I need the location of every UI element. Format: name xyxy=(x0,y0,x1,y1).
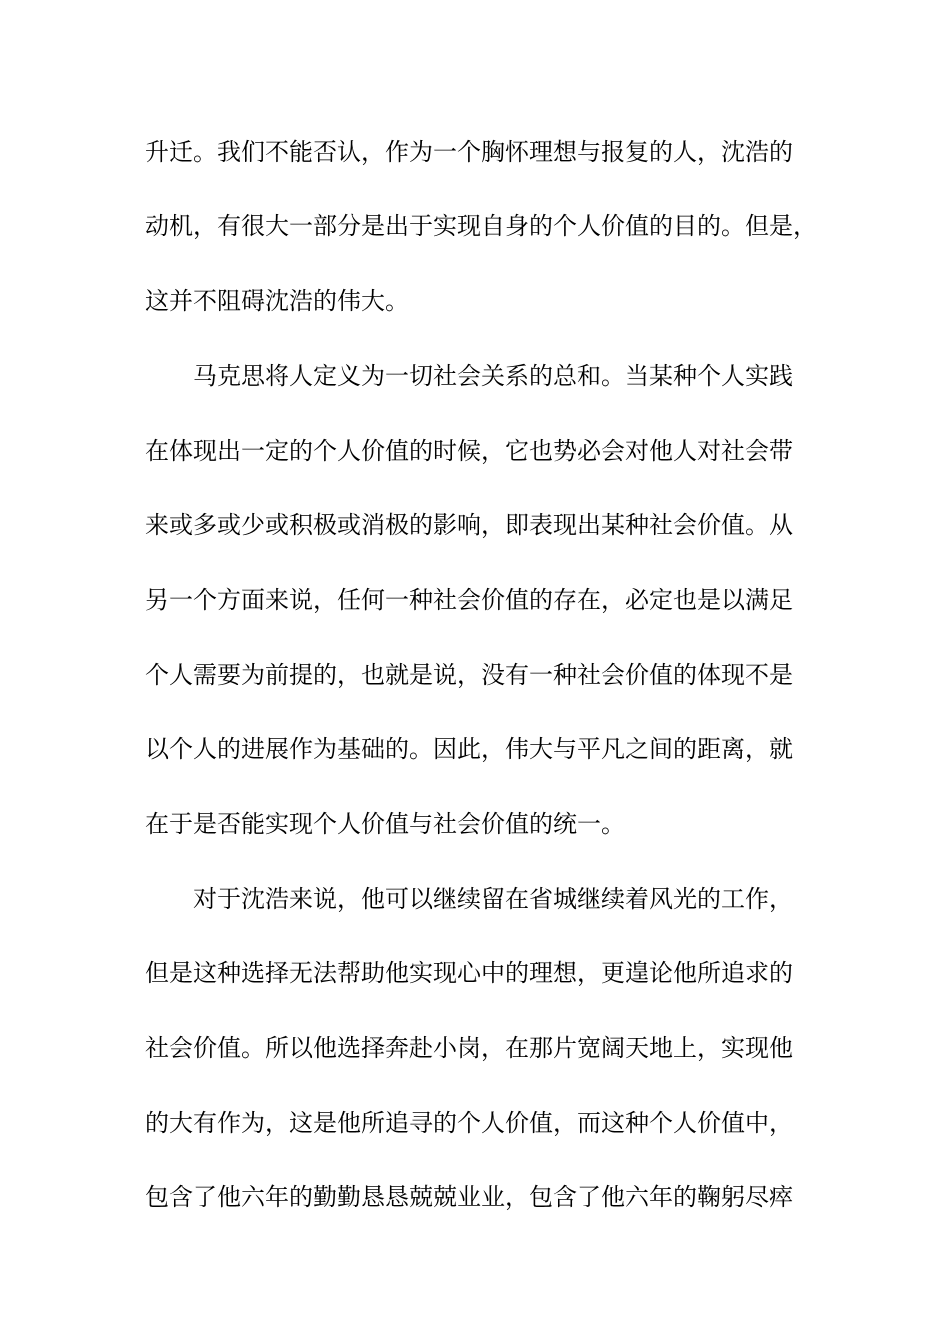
text-line: 以个人的进展作为基础的。因此，伟大与平凡之间的距离，就 xyxy=(145,735,793,763)
text-line: 包含了他六年的勤勤恳恳兢兢业业，包含了他六年的鞠躬尽瘁 xyxy=(145,1183,793,1211)
text-line: 在体现出一定的个人价值的时候，它也势必会对他人对社会带 xyxy=(145,437,793,465)
paragraph-first-line: 对于沈浩来说，他可以继续留在省城继续着风光的工作， xyxy=(193,885,793,913)
text-line: 在于是否能实现个人价值与社会价值的统一。 xyxy=(145,810,625,838)
text-line: 的大有作为，这是他所追寻的个人价值，而这种个人价值中， xyxy=(145,1109,793,1137)
text-line: 来或多或少或积极或消极的影响，即表现出某种社会价值。从 xyxy=(145,511,793,539)
paragraph-first-line: 马克思将人定义为一切社会关系的总和。当某种个人实践 xyxy=(193,362,793,390)
text-line: 这并不阻碍沈浩的伟大。 xyxy=(145,287,409,315)
text-line: 个人需要为前提的，也就是说，没有一种社会价值的体现不是 xyxy=(145,661,793,689)
text-line: 动机，有很大一部分是出于实现自身的个人价值的目的。但是， xyxy=(145,212,817,240)
text-line: 社会价值。所以他选择奔赴小岗，在那片宽阔天地上，实现他 xyxy=(145,1034,793,1062)
text-line: 但是这种选择无法帮助他实现心中的理想，更遑论他所追求的 xyxy=(145,959,793,987)
text-line: 另一个方面来说，任何一种社会价值的存在，必定也是以满足 xyxy=(145,586,793,614)
text-line: 升迁。我们不能否认，作为一个胸怀理想与报复的人，沈浩的 xyxy=(145,138,793,166)
